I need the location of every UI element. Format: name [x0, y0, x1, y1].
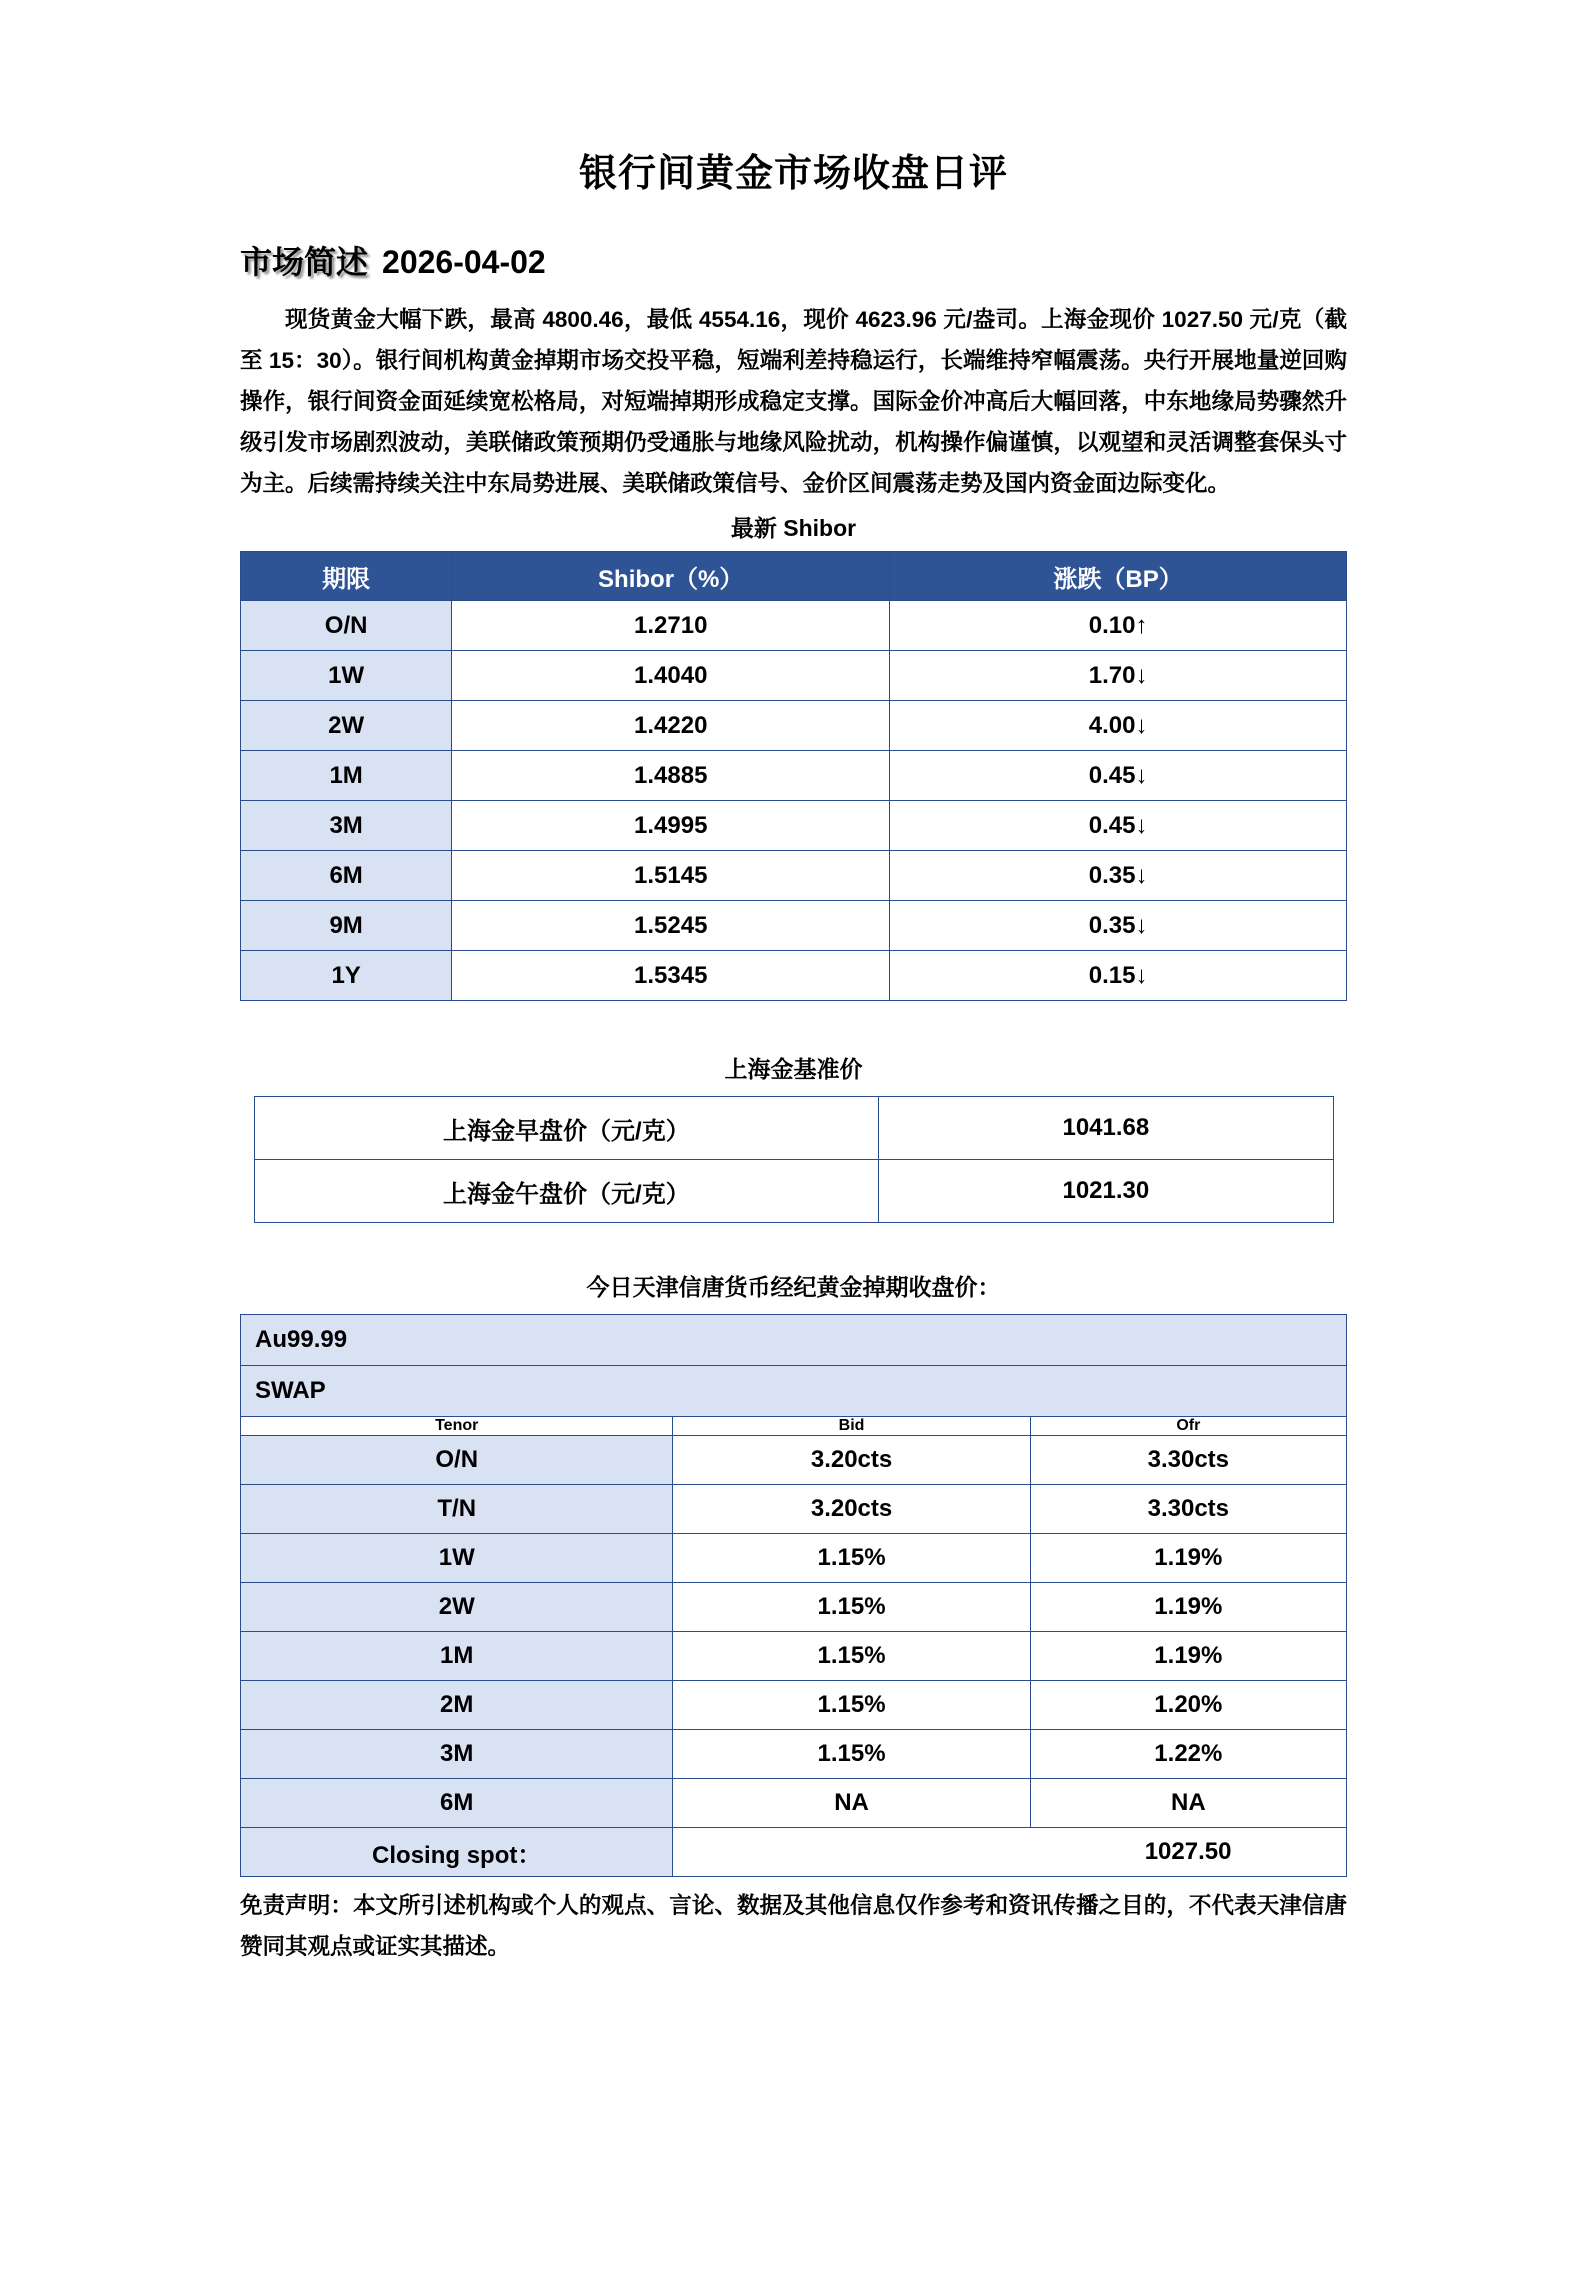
shibor-header-tenor: 期限	[241, 552, 452, 601]
gold-swap-table	[240, 1314, 1347, 1877]
table-row	[241, 801, 1347, 851]
change-cell: 0.35↓	[890, 901, 1347, 951]
table-row	[241, 1779, 1347, 1828]
tenor-cell: T/N	[241, 1485, 673, 1534]
shanghai-gold-table	[254, 1096, 1334, 1223]
closing-spot-label: Closing spot：	[241, 1828, 673, 1877]
bid-cell: 1.15%	[673, 1730, 1030, 1779]
product-cell: Au99.99	[241, 1315, 1347, 1366]
table-row	[241, 1583, 1347, 1632]
swap-header-bid: Bid	[673, 1417, 1030, 1436]
benchmark-label-cell: 上海金午盘价（元/克）	[254, 1160, 879, 1223]
bid-cell: 1.15%	[673, 1534, 1030, 1583]
tenor-cell: 6M	[241, 1779, 673, 1828]
ofr-cell: 3.30cts	[1030, 1436, 1346, 1485]
table-row	[241, 1632, 1347, 1681]
table-row	[254, 1097, 1333, 1160]
table-row	[241, 851, 1347, 901]
rate-cell: 1.4040	[452, 651, 890, 701]
table-row	[241, 1730, 1347, 1779]
table-row	[241, 1485, 1347, 1534]
change-cell: 1.70↓	[890, 651, 1347, 701]
shanghai-gold-title: 上海金基准价	[724, 1056, 863, 1082]
bid-cell: 3.20cts	[673, 1436, 1030, 1485]
swap-header-ofr: Ofr	[1030, 1417, 1346, 1436]
bid-cell: 1.15%	[673, 1583, 1030, 1632]
section-heading-label: 市场简述	[240, 244, 369, 280]
market-summary-paragraph: 现货黄金大幅下跌，最高 4800.46，最低 4554.16，现价 4623.96 元/盎司。上海金现价 1027.50 元/克（截至 15：30）。银行间机构黄金掉期市场交投平稳，短端利差持稳运行，长端维持窄幅震荡。央行开展地量逆回购操作，银行间资金面延续宽松格局，对短端掉期形成稳定支撑。国际金价冲高后大幅回落，中东地缘局势骤然升级引发市场剧烈波动，美联储政策预期仍受通胀与地缘风险扰动，机构操作偏谨慎，以观望和灵活调整套保头寸为主。后续需持续关注中东局势进展、美联储政策信号、金价区间震荡走势及国内资金面边际变化。	[240, 307, 1347, 496]
product-row	[241, 1315, 1347, 1366]
change-cell: 4.00↓	[890, 701, 1347, 751]
instrument-row	[241, 1366, 1347, 1417]
table-row	[241, 1681, 1347, 1730]
rate-cell: 1.2710	[452, 601, 890, 651]
shibor-header-row	[241, 552, 1347, 601]
tenor-cell: 2M	[241, 1681, 673, 1730]
table-row	[254, 1160, 1333, 1223]
swap-header-row	[241, 1417, 1347, 1436]
disclaimer-text: 免责声明：本文所引述机构或个人的观点、言论、数据及其他信息仅作参考和资讯传播之目的，不代表天津信唐赞同其观点或证实其描述。	[240, 1893, 1347, 1959]
tenor-cell: 2W	[241, 1583, 673, 1632]
section-heading	[240, 237, 1347, 283]
tenor-cell: 1W	[241, 1534, 673, 1583]
shibor-header-change: 涨跌（BP）	[890, 552, 1347, 601]
change-cell: 0.45↓	[890, 751, 1347, 801]
bid-cell: 3.20cts	[673, 1485, 1030, 1534]
change-cell: 0.45↓	[890, 801, 1347, 851]
table-row	[241, 751, 1347, 801]
rate-cell: 1.5145	[452, 851, 890, 901]
tenor-cell: 3M	[241, 801, 452, 851]
tenor-cell: 1M	[241, 751, 452, 801]
rate-cell: 1.4220	[452, 701, 890, 751]
tenor-cell: O/N	[241, 601, 452, 651]
closing-spot-row	[241, 1828, 1347, 1877]
bid-cell: NA	[673, 1779, 1030, 1828]
closing-spot-value: 1027.50	[1030, 1828, 1346, 1877]
ofr-cell: NA	[1030, 1779, 1346, 1828]
change-cell: 0.15↓	[890, 951, 1347, 1001]
benchmark-value-cell: 1041.68	[879, 1097, 1333, 1160]
instrument-cell: SWAP	[241, 1366, 1347, 1417]
report-date: 2026-04-02	[382, 244, 546, 280]
shibor-header-rate: Shibor（%）	[452, 552, 890, 601]
change-cell: 0.35↓	[890, 851, 1347, 901]
ofr-cell: 1.22%	[1030, 1730, 1346, 1779]
change-cell: 0.10↑	[890, 601, 1347, 651]
tenor-cell: 1M	[241, 1632, 673, 1681]
rate-cell: 1.5245	[452, 901, 890, 951]
ofr-cell: 1.19%	[1030, 1583, 1346, 1632]
tenor-cell: 2W	[241, 701, 452, 751]
document-page	[240, 142, 1347, 1967]
swap-table-title: 今日天津信唐货币经纪黄金掉期收盘价：	[586, 1274, 1001, 1300]
tenor-cell: 1Y	[241, 951, 452, 1001]
shibor-table	[240, 551, 1347, 1001]
table-row	[241, 701, 1347, 751]
bid-cell: 1.15%	[673, 1632, 1030, 1681]
closing-spot-empty-cell	[673, 1828, 1030, 1877]
tenor-cell: 6M	[241, 851, 452, 901]
table-row	[241, 651, 1347, 701]
benchmark-value-cell: 1021.30	[879, 1160, 1333, 1223]
table-row	[241, 1534, 1347, 1583]
tenor-cell: 3M	[241, 1730, 673, 1779]
page-title: 银行间黄金市场收盘日评	[578, 153, 1008, 195]
table-row	[241, 601, 1347, 651]
swap-header-tenor: Tenor	[241, 1417, 673, 1436]
ofr-cell: 1.20%	[1030, 1681, 1346, 1730]
tenor-cell: 9M	[241, 901, 452, 951]
table-row	[241, 951, 1347, 1001]
shibor-table-title: 最新 Shibor	[730, 515, 857, 541]
rate-cell: 1.4995	[452, 801, 890, 851]
ofr-cell: 3.30cts	[1030, 1485, 1346, 1534]
table-row	[241, 901, 1347, 951]
ofr-cell: 1.19%	[1030, 1632, 1346, 1681]
ofr-cell: 1.19%	[1030, 1534, 1346, 1583]
bid-cell: 1.15%	[673, 1681, 1030, 1730]
rate-cell: 1.5345	[452, 951, 890, 1001]
tenor-cell: O/N	[241, 1436, 673, 1485]
rate-cell: 1.4885	[452, 751, 890, 801]
tenor-cell: 1W	[241, 651, 452, 701]
table-row	[241, 1436, 1347, 1485]
benchmark-label-cell: 上海金早盘价（元/克）	[254, 1097, 879, 1160]
